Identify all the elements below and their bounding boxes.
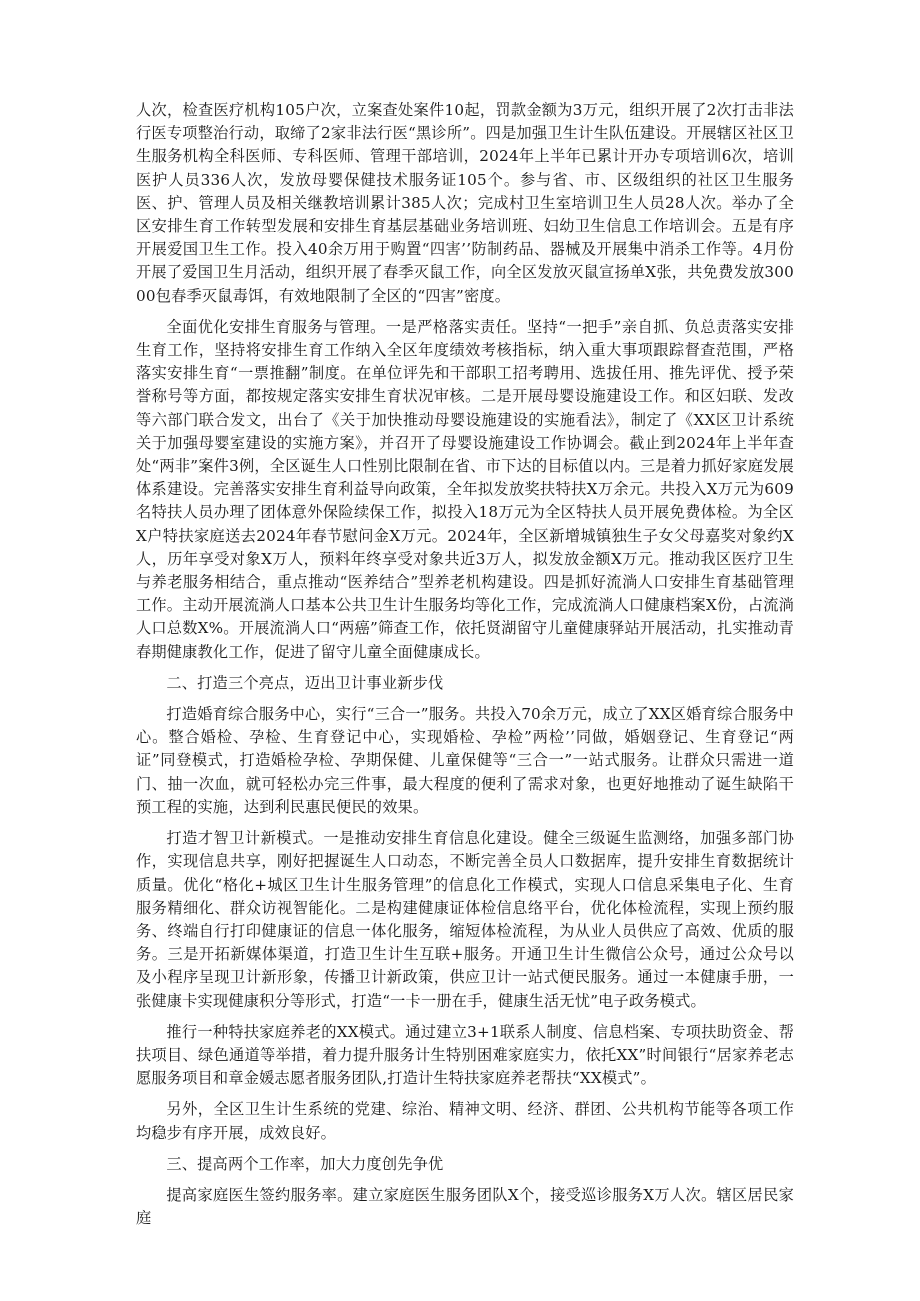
paragraph-smart-health-model: 打造才智卫计新模式。一是推动安排生育信息化建设。健全三级诞生监测络，加强多部门协作，实现信息共享，刚好把握诞生人口动态，不断完善全员人口数据库，提升安排生育数据统计质量。优化“格化+城区卫生计生服务管理”的信息化工作模式，实现人口信息采集电子化、生育服务精细化、群众访视智能化。二是构建健康证体检信息络平台，优化体检流程，实现上预约服务、终端自行打印健康证的信息一体化服务，缩短体检流程，为从业人员供应了高效、优质的服务。三是开拓新媒体渠道，打造卫生计生互联+服务。开通卫生计生微信公众号，通过公众号以及小程序呈现卫计新形象，传播卫计新政策，供应卫计一站式便民服务。通过一本健康手册，一张健康卡实现健康积分等形式，打造“一卡一册在手，健康生活无忧”电子政务模式。 <box>136 829 794 1010</box>
section-heading-highlights: 二、打造三个亮点，迈出卫计事业新步伐 <box>166 673 444 692</box>
section-heading-work-rates: 三、提高两个工作率，加大力度创先争优 <box>166 1154 444 1173</box>
paragraph-family-doctor: 提高家庭医生签约服务率。建立家庭医生服务团队X个，接受巡诊服务X万人次。辖区居民家庭 <box>136 1185 794 1228</box>
paragraph-marriage-service-center: 打造婚育综合服务中心，实行“三合一”服务。共投入70余万元，成立了XX区婚育综合服务中心。整合婚检、孕检、生育登记中心，实现婚检、孕检”两检’’同做，婚姻登记、生育登记“两证”同登模式，打造婚检孕检、孕期保健、儿童保健等“三合一”一站式服务。让群众只需进一道门、抽一次血，就可轻松办完三件事，最大程度的便利了需求对象，也更好地推动了诞生缺陷干预工程的实施，达到利民惠民便民的效果。 <box>136 705 794 816</box>
paragraph-other-work: 另外，全区卫生计生系统的党建、综治、精神文明、经济、群团、公共机构节能等各项工作均稳步有序开展，成效良好。 <box>136 1100 794 1142</box>
paragraph-elderly-care-model: 推行一种特扶家庭养老的XX模式。通过建立3+1联系人制度、信息档案、专项扶助资金、帮扶项目、绿色通道等举措，着力提升服务计生特别困难家庭实力，依托XX”时间银行“居家养老志愿服务项目和章金媛志愿者服务团队,打造计生特扶家庭养老帮扶“XX模式”。 <box>136 1022 794 1088</box>
paragraph-family-planning-service: 全面优化安排生育服务与管理。一是严格落实责任。坚持“一把手”亲自抓、负总责落实安排生育工作，坚持将安排生育工作纳入全区年度绩效考核指标，纳入重大事项跟踪督查范围，严格落实安排生育“一票推翻”制度。在单位评先和干部职工招考聘用、选拔任用、推先评优、授予荣誉称号等方面，都按规定落实安排生育状况审核。二是开展母婴设施建设工作。和区妇联、发改等六部门联合发文，出台了《关于加快推动母婴设施建设的实施看法》，制定了《XX区卫计系统关于加强母婴室建设的实施方案》，并召开了母婴设施建设工作协调会。截止到2024年上半年查处“两非”案件3例，全区诞生人口性别比限制在省、市下达的目标值以内。三是着力抓好家庭发展体系建设。完善落实安排生育利益导向政策，全年拟发放奖扶特扶X万余元。共投入X万元为609名特扶人员办理了团体意外保险续保工作，拟投入18万元为全区特扶人员开展免费体检。为全区X户特扶家庭送去2024年春节慰问金X万元。2024年，全区新增城镇独生子女父母嘉奖对象约X人，历年享受对象X万人，预料年终享受对象共近3万人，拟发放金额X万元。推动我区医疗卫生与养老服务相结合，重点推动“医养结合”型养老机构建设。四是抓好流淌人口安排生育基础管理工作。主动开展流淌人口基本公共卫生计生服务均等化工作，完成流淌人口健康档案X份，占流淌人口总数X%。开展流淌人口“两癌”筛查工作，依托贤湖留守儿童健康驿站开展活动，扎实推动青春期健康教化工作，促进了留守儿童全面健康成长。 <box>136 317 794 661</box>
paragraph-health-inspection: 人次，检查医疗机构105户次，立案查处案件10起，罚款金额为3万元，组织开展了2次打击非法行医专项整治行动，取缔了2家非法行医“黑诊所”。四是加强卫生计生队伍建设。开展辖区社区卫生服务机构全科医师、专科医师、管理干部培训，2024年上半年已累计开办专项培训6次，培训医护人员336人次，发放母婴保健技术服务证105个。参与省、市、区级组织的社区卫生服务医、护、管理人员及相关继教培训累计385人次；完成村卫生室培训卫生人员28人次。举办了全区安排生育工作转型发展和安排生育基层基础业务培训班、妇幼卫生信息工作培训会。五是有序开展爱国卫生工作。投入40余万用于购置“四害’’防制药品、器械及开展集中消杀工作等。4月份开展了爱国卫生月活动，组织开展了春季灭鼠工作，向全区发放灭鼠宣扬单X张，共免费发放30000包春季灭鼠毒饵，有效地限制了全区的“四害”密度。 <box>136 101 794 305</box>
document-page <box>136 99 794 1238</box>
